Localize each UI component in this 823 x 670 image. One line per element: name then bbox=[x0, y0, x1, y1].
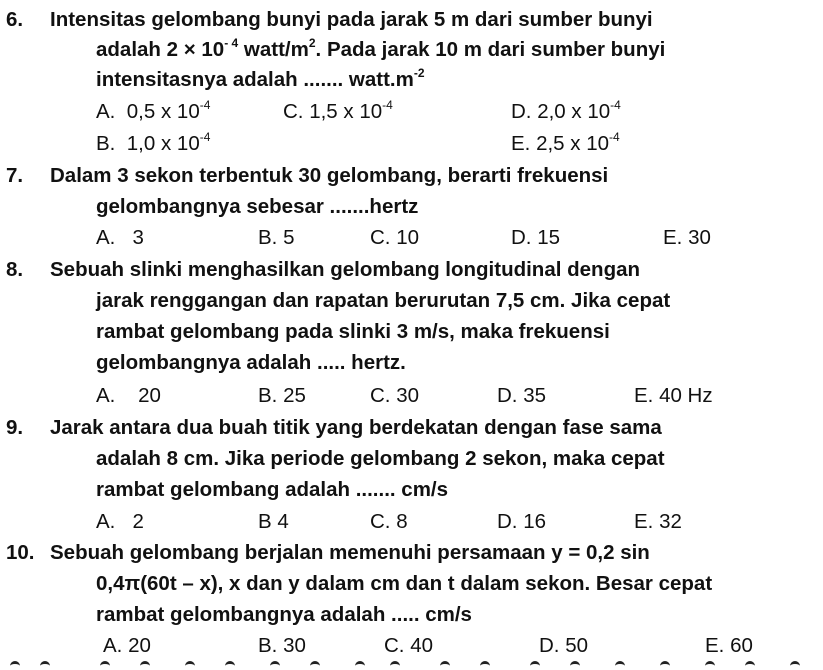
option-exponent: -4 bbox=[199, 130, 211, 144]
q7-option-b[interactable]: B. 5 bbox=[258, 226, 295, 249]
q9-option-d[interactable]: D. 16 bbox=[497, 510, 546, 533]
glyph-fragment bbox=[570, 661, 580, 670]
q7-option-c[interactable]: C. 10 bbox=[370, 226, 419, 249]
q8-option-c[interactable]: C. 30 bbox=[370, 384, 419, 407]
q7-option-d[interactable]: D. 15 bbox=[511, 226, 560, 249]
q6-option-b[interactable] bbox=[96, 132, 210, 156]
option-exponent: -4 bbox=[199, 98, 211, 112]
glyph-fragment bbox=[310, 661, 320, 670]
glyph-fragment bbox=[10, 661, 20, 670]
option-value: 2,5 x 10 bbox=[536, 132, 610, 155]
glyph-fragment bbox=[270, 661, 280, 670]
question-8-line-4: gelombangnya adalah ..... hertz. bbox=[96, 351, 406, 374]
option-value: 1,0 x 10 bbox=[126, 132, 200, 155]
question-10-number: 10. bbox=[6, 541, 35, 564]
question-6-number: 6. bbox=[6, 8, 24, 31]
q7-option-a[interactable]: A. 3 bbox=[96, 226, 144, 249]
question-9-line-3: rambat gelombang adalah ....... cm/s bbox=[96, 478, 449, 501]
option-exponent: -4 bbox=[610, 98, 621, 112]
glyph-fragment bbox=[40, 661, 50, 670]
option-letter: D. bbox=[511, 100, 532, 123]
q10-option-b[interactable]: B. 30 bbox=[258, 634, 306, 657]
q6-option-d[interactable] bbox=[511, 100, 621, 124]
option-exponent: -4 bbox=[609, 130, 620, 144]
option-letter: A. bbox=[96, 100, 116, 123]
option-value: 1,5 x 10 bbox=[309, 100, 383, 123]
q9-option-b[interactable]: B 4 bbox=[258, 510, 289, 533]
q6-line2-exponent-2: 2 bbox=[308, 36, 316, 50]
question-9-line-2: adalah 8 cm. Jika periode gelombang 2 sekon, maka cepat bbox=[96, 447, 665, 470]
glyph-fragment bbox=[225, 661, 235, 670]
question-9-line-1: Jarak antara dua buah titik yang berdekatan dengan fase sama bbox=[50, 416, 662, 439]
question-7-line-1: Dalam 3 sekon terbentuk 30 gelombang, berarti frekuensi bbox=[50, 164, 609, 187]
question-8-number: 8. bbox=[6, 258, 24, 281]
q9-option-a[interactable]: A. 2 bbox=[96, 510, 144, 533]
glyph-fragment bbox=[140, 661, 150, 670]
glyph-fragment bbox=[530, 661, 540, 670]
glyph-fragment bbox=[790, 661, 800, 670]
glyph-fragment bbox=[355, 661, 365, 670]
glyph-fragment bbox=[185, 661, 195, 670]
q7-option-e[interactable]: E. 30 bbox=[663, 226, 711, 249]
option-exponent: -4 bbox=[382, 98, 393, 112]
q6-line3-exponent: -2 bbox=[413, 66, 425, 80]
q6-line2-pre: adalah 2 × 10 bbox=[96, 38, 225, 61]
q9-option-c[interactable]: C. 8 bbox=[370, 510, 408, 533]
q8-option-d[interactable]: D. 35 bbox=[497, 384, 546, 407]
glyph-fragment bbox=[440, 661, 450, 670]
question-7-line-2: gelombangnya sebesar .......hertz bbox=[96, 195, 419, 218]
glyph-fragment bbox=[615, 661, 625, 670]
glyph-fragment bbox=[480, 661, 490, 670]
option-value: 2,0 x 10 bbox=[537, 100, 611, 123]
question-10-line-1: Sebuah gelombang berjalan memenuhi persamaan y = 0,2 sin bbox=[50, 541, 650, 564]
option-letter: B. bbox=[96, 132, 116, 155]
q6-option-e[interactable] bbox=[511, 132, 620, 156]
glyph-fragment bbox=[705, 661, 715, 670]
question-8-line-2: jarak renggangan dan rapatan berurutan 7,5 cm. Jika cepat bbox=[96, 289, 671, 312]
q9-option-e[interactable]: E. 32 bbox=[634, 510, 682, 533]
question-8-line-1: Sebuah slinki menghasilkan gelombang longitudinal dengan bbox=[50, 258, 641, 281]
option-letter: C. bbox=[283, 100, 304, 123]
q8-option-a[interactable]: A. 20 bbox=[96, 384, 161, 407]
question-6-line-3 bbox=[96, 68, 425, 92]
cropped-next-line bbox=[0, 661, 823, 670]
question-9-number: 9. bbox=[6, 416, 24, 439]
glyph-fragment bbox=[660, 661, 670, 670]
q10-option-d[interactable]: D. 50 bbox=[539, 634, 588, 657]
option-letter: E. bbox=[511, 132, 531, 155]
q8-option-b[interactable]: B. 25 bbox=[258, 384, 306, 407]
q8-option-e[interactable]: E. 40 Hz bbox=[634, 384, 713, 407]
q6-line2-exponent: - 4 bbox=[224, 36, 239, 50]
question-10-line-2: 0,4π(60t – x), x dan y dalam cm dan t dalam sekon. Besar cepat bbox=[96, 572, 713, 595]
glyph-fragment bbox=[100, 661, 110, 670]
question-7-number: 7. bbox=[6, 164, 24, 187]
q6-line2-post: . Pada jarak 10 m dari sumber bunyi bbox=[315, 38, 666, 61]
glyph-fragment bbox=[390, 661, 400, 670]
question-6-line-2 bbox=[96, 38, 665, 62]
question-6-line-1: Intensitas gelombang bunyi pada jarak 5 m dari sumber bunyi bbox=[50, 8, 653, 31]
q6-option-a[interactable] bbox=[96, 100, 210, 124]
glyph-fragment bbox=[745, 661, 755, 670]
q10-option-a[interactable]: A. 20 bbox=[103, 634, 151, 657]
q6-line3-pre: intensitasnya adalah ....... watt.m bbox=[96, 68, 414, 91]
q10-option-e[interactable]: E. 60 bbox=[705, 634, 753, 657]
question-8-line-3: rambat gelombang pada slinki 3 m/s, maka frekuensi bbox=[96, 320, 610, 343]
q6-option-c[interactable] bbox=[283, 100, 393, 124]
q10-option-c[interactable]: C. 40 bbox=[384, 634, 433, 657]
q6-line2-mid: watt/m bbox=[238, 38, 309, 61]
option-value: 0,5 x 10 bbox=[126, 100, 200, 123]
question-10-line-3: rambat gelombangnya adalah ..... cm/s bbox=[96, 603, 472, 626]
